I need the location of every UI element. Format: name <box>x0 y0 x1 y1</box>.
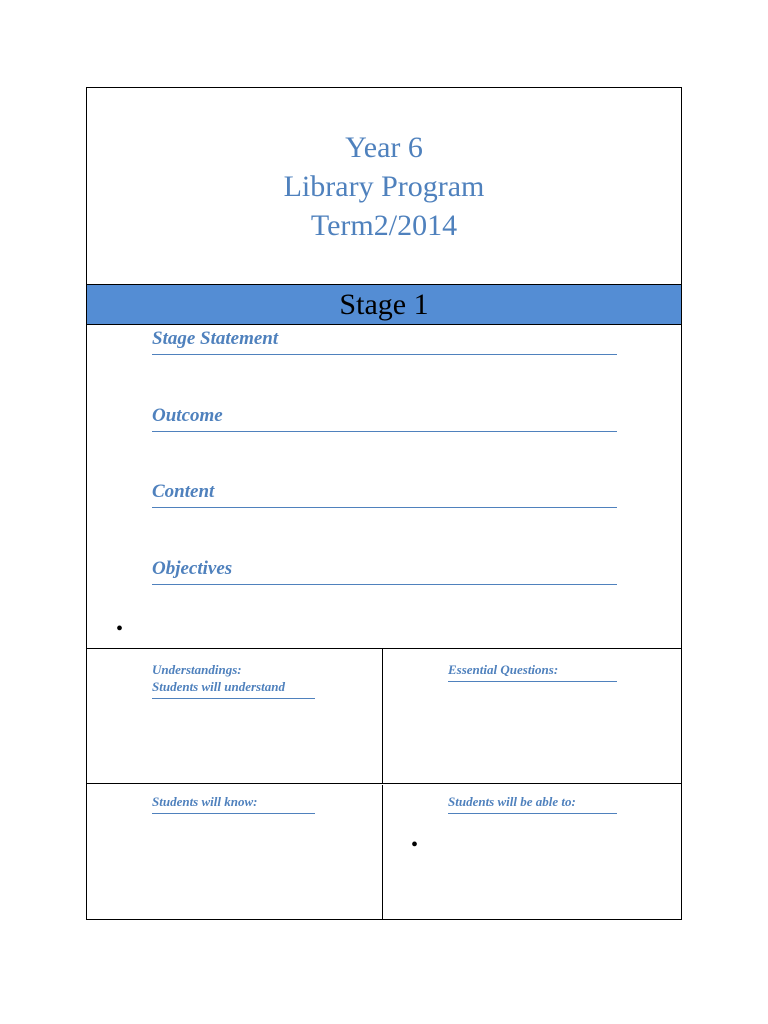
title-year: Year 6 <box>345 130 423 164</box>
understandings-cell[interactable] <box>87 649 383 784</box>
stage-banner <box>87 285 681 325</box>
students-will-know-cell[interactable] <box>87 785 383 919</box>
program-sheet <box>86 87 682 920</box>
students-will-know-heading: Students will know: <box>152 793 315 814</box>
students-will-be-able-cell[interactable] <box>383 785 681 919</box>
outcome-label: Outcome <box>152 405 223 426</box>
stage-fields <box>87 325 681 649</box>
objectives-field[interactable] <box>152 555 617 585</box>
content-label: Content <box>152 481 215 502</box>
objectives-label: Objectives <box>152 558 233 579</box>
stage-statement-label: Stage Statement <box>152 328 279 349</box>
objectives-bullet: • <box>116 618 124 640</box>
title-program: Library Program <box>283 169 485 203</box>
stage-title: Stage 1 <box>339 287 429 321</box>
able-to-bullet: • <box>411 834 419 856</box>
outcome-field[interactable] <box>152 402 617 432</box>
students-will-be-able-heading: Students will be able to: <box>448 793 617 814</box>
students-will-understand-label: Students will understand <box>152 679 285 694</box>
content-field[interactable] <box>152 478 617 508</box>
essential-questions-cell[interactable] <box>383 649 681 784</box>
title-term: Term2/2014 <box>310 208 458 242</box>
stage-statement-field[interactable] <box>152 325 617 355</box>
title-block <box>87 88 681 285</box>
essential-questions-heading: Essential Questions: <box>448 661 617 682</box>
understandings-label: Understandings: <box>152 662 242 677</box>
understandings-heading <box>152 661 315 699</box>
